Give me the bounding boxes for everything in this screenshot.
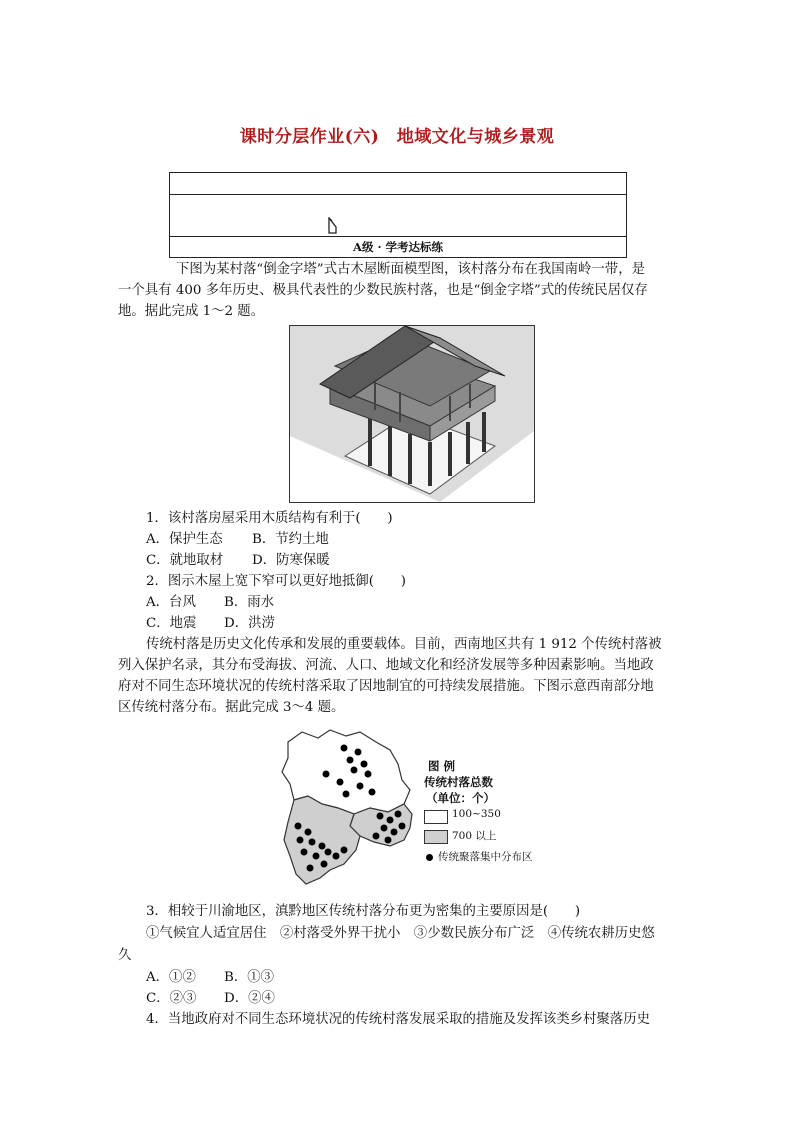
q3-option-a[interactable]: A．①②: [146, 970, 196, 985]
q3-option-b[interactable]: B．①③: [224, 970, 275, 985]
q1-option-c[interactable]: C．就地取材: [146, 553, 224, 568]
intro1-line1: 下图为某村落“倒金字塔”式古木屋断面模型图，该村落分布在我国南岭一带，是: [176, 262, 645, 277]
legend-swatch-grey: [424, 830, 448, 844]
pencil-icon: [327, 217, 339, 235]
wooden-house-figure: [289, 325, 535, 503]
banner-divider-top: [170, 194, 626, 195]
q4-stem: 4．当地政府对不同生态环境状况的传统村落发展采取的措施及发挥该类乡村聚落历史: [146, 1012, 650, 1027]
q1-option-a[interactable]: A．保护生态: [146, 532, 223, 547]
q3-stem: 3．相较于川渝地区，滇黔地区传统村落分布更为密集的主要原因是( ): [146, 904, 581, 919]
legend-range-grey: 700 以上: [452, 830, 497, 842]
southwest-map-figure: [280, 728, 550, 888]
page-title: 课时分层作业(六) 地域文化与城乡景观: [239, 127, 555, 147]
q3-options-line2: 久: [118, 948, 132, 963]
wooden-house-illustration: [290, 326, 534, 502]
level-banner: [169, 172, 627, 258]
intro2-line4: 区传统村落分布。据此完成 3～4 题。: [118, 700, 345, 715]
legend-dot-icon: [426, 854, 433, 861]
q3-option-d[interactable]: D．②④: [224, 991, 275, 1006]
q3-option-c[interactable]: C．②③: [146, 991, 197, 1006]
legend-subtitle: 传统村落总数: [424, 775, 493, 789]
level-label: A级 · 学考达标练: [353, 240, 443, 254]
q3-options-line1: ①气候宜人适宜居住 ②村落受外界干扰小 ③少数民族分布广泛 ④传统农耕历史悠: [146, 926, 655, 941]
banner-divider-bottom: [170, 236, 626, 237]
q1-option-d[interactable]: D．防寒保暖: [252, 553, 330, 568]
q2-option-c[interactable]: C．地震: [146, 616, 197, 631]
legend-unit: （单位：个）: [426, 791, 495, 805]
legend-swatch-light: [424, 810, 448, 824]
legend-range-light: 100~350: [452, 808, 501, 820]
intro1-line2: 一个具有 400 多年历史、极具代表性的少数民族村落，也是“倒金字塔”式的传统民居仅存: [118, 283, 648, 298]
q2-option-a[interactable]: A．台风: [146, 595, 196, 610]
intro2-line3: 府对不同生态环境状况的传统村落采取了因地制宜的可持续发展措施。下图示意西南部分地: [118, 679, 654, 694]
q1-option-b[interactable]: B．节约土地: [252, 532, 329, 547]
q2-option-d[interactable]: D．洪涝: [224, 616, 275, 631]
southwest-map: [280, 728, 430, 888]
intro1-line3: 地。据此完成 1～2 题。: [118, 304, 265, 319]
q2-option-b[interactable]: B．雨水: [224, 595, 275, 610]
q2-stem: 2．图示木屋上宽下窄可以更好地抵御( ): [146, 574, 406, 589]
intro2-line2: 列入保护名录，其分布受海拔、河流、人口、地域文化和经济发展等多种因素影响。当地政: [118, 658, 654, 673]
legend-title: 图 例: [428, 759, 456, 773]
legend-dots-label: 传统聚落集中分布区: [438, 851, 533, 863]
q1-stem: 1．该村落房屋采用木质结构有利于( ): [146, 511, 393, 526]
intro2-line1: 传统村落是历史文化传承和发展的重要载体。目前，西南地区共有 1 912 个传统村落被: [146, 637, 662, 652]
